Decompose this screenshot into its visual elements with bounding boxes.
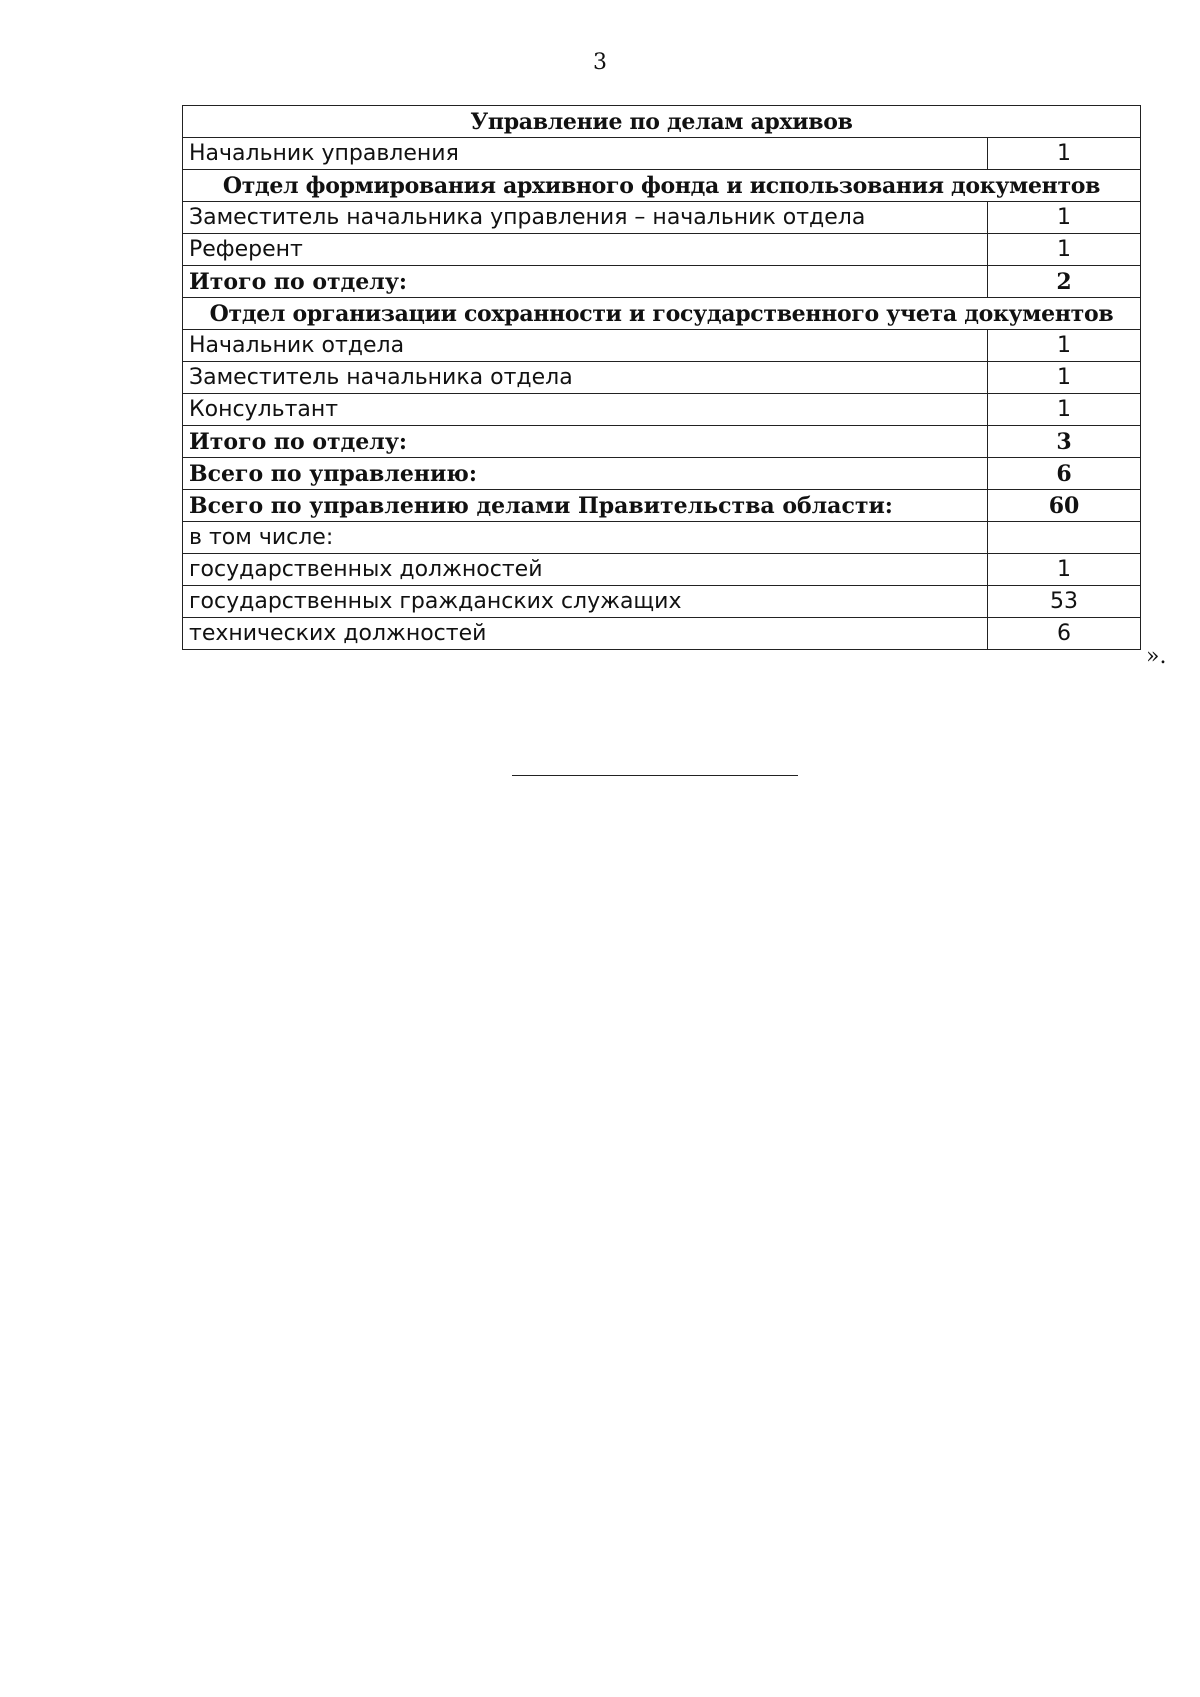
department-title: Отдел организации сохранности и государственного учета документов: [183, 298, 1141, 330]
table-row: [183, 106, 1141, 138]
category-name: государственных должностей: [183, 554, 988, 586]
position-count: 1: [988, 234, 1141, 266]
table-row: [183, 490, 1141, 522]
closing-quote: ».: [1146, 644, 1167, 669]
position-count: 1: [988, 202, 1141, 234]
position-name: Заместитель начальника отдела: [183, 362, 988, 394]
position-name: Консультант: [183, 394, 988, 426]
table-row: [183, 170, 1141, 202]
management-total-value: 6: [988, 458, 1141, 490]
position-count: 1: [988, 362, 1141, 394]
table-row: [183, 618, 1141, 650]
position-name: Начальник отдела: [183, 330, 988, 362]
department-total-value: 3: [988, 426, 1141, 458]
category-count: 6: [988, 618, 1141, 650]
position-count: 1: [988, 138, 1141, 170]
including-label: в том числе:: [183, 522, 988, 554]
department-total-label: Итого по отделу:: [183, 266, 988, 298]
department-total-value: 2: [988, 266, 1141, 298]
position-name: Начальник управления: [183, 138, 988, 170]
management-total-label: Всего по управлению:: [183, 458, 988, 490]
table-row: [183, 202, 1141, 234]
position-name: Референт: [183, 234, 988, 266]
position-count: 1: [988, 330, 1141, 362]
empty-cell: [988, 522, 1141, 554]
table-row: [183, 522, 1141, 554]
table-row: [183, 458, 1141, 490]
table-row: [183, 554, 1141, 586]
table-row: [183, 330, 1141, 362]
table-row: [183, 586, 1141, 618]
table-row: [183, 234, 1141, 266]
table-row: [183, 394, 1141, 426]
position-count: 1: [988, 394, 1141, 426]
table-row: [183, 138, 1141, 170]
category-count: 53: [988, 586, 1141, 618]
category-count: 1: [988, 554, 1141, 586]
page-number: 3: [593, 50, 607, 75]
table-row: [183, 362, 1141, 394]
table-row: [183, 266, 1141, 298]
end-divider: [512, 775, 798, 776]
department-title: Отдел формирования архивного фонда и использования документов: [183, 170, 1141, 202]
category-name: государственных гражданских служащих: [183, 586, 988, 618]
government-total-value: 60: [988, 490, 1141, 522]
department-total-label: Итого по отделу:: [183, 426, 988, 458]
table-row: [183, 298, 1141, 330]
staffing-table: [182, 105, 1141, 650]
position-name: Заместитель начальника управления – начальник отдела: [183, 202, 988, 234]
table-row: [183, 426, 1141, 458]
category-name: технических должностей: [183, 618, 988, 650]
section-title: Управление по делам архивов: [183, 106, 1141, 138]
government-total-label: Всего по управлению делами Правительства области:: [183, 490, 988, 522]
